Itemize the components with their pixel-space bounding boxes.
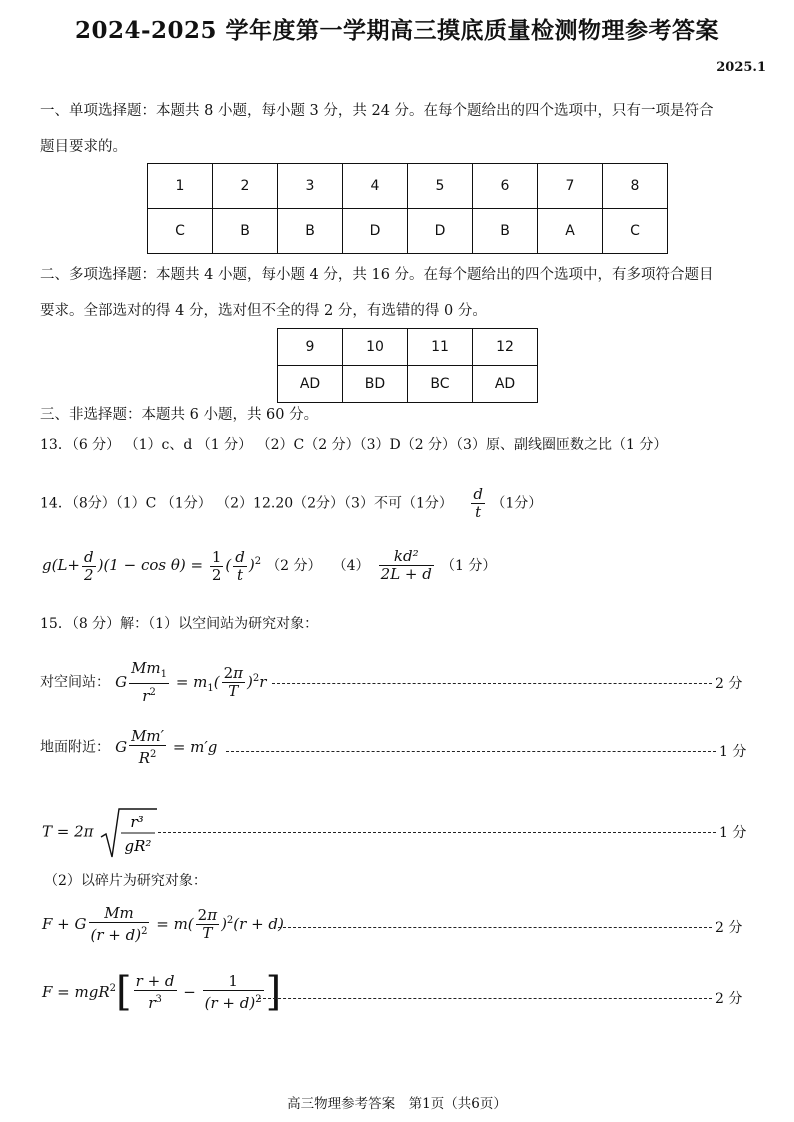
answer-table-cell: AD [278,366,343,403]
q15-score-force: 2 分 [715,991,743,1007]
q15-label-ground: 地面附近： [40,739,110,756]
page-title: 2024-2025 学年度第一学期高三摸底质量检测物理参考答案 [74,17,720,44]
q14-fraction-kd2 [379,548,434,583]
section2-line2: 要求。全部选对的得 4 分，选对但不全的得 2 分，有选错的得 0 分。 [40,303,487,319]
q14-score-b: （2 分） [266,558,322,574]
q15-force-equation: F = mgR$^2$[ $\frac{r + d}{r^3}$ − $\frac{1}{(r + d)^2}$ ] [42,969,282,1015]
date-label: 2025.1 [716,60,766,75]
dash-leader-4 [278,927,712,928]
svg-text:gR²: gR² [124,837,152,855]
dash-leader-5 [258,998,712,999]
answer-table-cell: BC [408,366,473,403]
q15-debris-equation: F + G $\frac{Mm}{(r + d)^2}$ = m( $\frac{2\pi}{T}$ )$^2$(r + d) [42,904,284,944]
answer-table-cell: BD [343,366,408,403]
q15-score-period: 1 分 [719,825,747,841]
section1-line2: 题目要求的。 [40,139,127,155]
q15-head: 15．（8 分）解：（1）以空间站为研究对象： [40,616,319,632]
dash-leader-3 [158,832,716,833]
answer-table-cell: C [603,209,668,254]
q14-energy-equation: g(L+ $\frac{d}{2}$ )(1 − cos θ) = $\frac{1}{2}$ ( $\frac{d}{t}$ )$^2$ [42,547,262,584]
multi-choice-answer-table [277,328,538,403]
answer-table-cell: 3 [278,164,343,209]
answer-table-cell: 12 [473,329,538,366]
q15-score-ground: 1 分 [719,744,747,760]
answer-table-cell: D [343,209,408,254]
q15-label-station: 对空间站： [40,674,110,691]
answer-table-cell: 8 [603,164,668,209]
dash-leader-2 [226,751,716,752]
answer-table-cell: 10 [343,329,408,366]
answer-table-cell: 1 [148,164,213,209]
answer-table-cell: 6 [473,164,538,209]
single-choice-answer-table [147,163,668,254]
q14-answer-line1 [40,486,542,521]
answer-table-cell: B [278,209,343,254]
q15-part2: （2）以碎片为研究对象： [44,873,207,889]
q14-frac2-num: kd² [379,548,434,566]
svg-text:r³: r³ [130,813,144,831]
answer-table-cell: B [473,209,538,254]
q14-frac-den: t [475,503,482,521]
section3-intro: 三、非选择题：本题共 6 小题，共 60 分。 [40,407,319,423]
q13-answer: 13．（6 分） （1）c、d （1 分） （2）C（2 分）（3）D（2 分）（3）原、副线圈匝数之比（1 分） [40,437,668,453]
section1-line1: 一、单项选择题：本题共 8 小题，每小题 3 分，共 24 分。在每个题给出的四个选项中，只有一项是符合 [40,103,714,119]
answer-table-cell: C [148,209,213,254]
q15-score-debris: 2 分 [715,920,743,936]
dash-leader-1 [272,683,712,684]
q14-score-a: （1分） [491,495,543,512]
q15-ground-equation: 地面附近： G $\frac{Mm'}{R^2}$ = m′g [40,727,218,767]
q15-station-equation: 对空间站： G $\frac{Mm_1}{r^2}$ = $m_1$( $\frac{2\pi}{T}$ )$^2$r [40,659,267,705]
q15-period-equation: T = 2π r³ gR² [42,805,157,859]
section1-intro [40,100,714,158]
answer-table-cell: D [408,209,473,254]
section2-line1: 二、多项选择题：本题共 4 小题，每小题 4 分，共 16 分。在每个题给出的四个选项中，有多项符合题目 [40,267,714,283]
q15-score-station: 2 分 [715,676,743,692]
answer-table-cell: 11 [408,329,473,366]
answer-table-cell: AD [473,366,538,403]
answer-table-cell: A [538,209,603,254]
q14-score-c: （1 分） [440,558,497,574]
q14-text: 14．（8分）（1）C （1分） （2）12.20（2分）（3）不可（1分） [40,495,453,512]
q14-frac-num: d [473,485,483,503]
q14-fraction-d-over-t [471,486,485,521]
answer-table-cell: 4 [343,164,408,209]
sqrt-sign [99,805,157,859]
q14-formula-line [42,548,496,584]
answer-table-cell: B [213,209,278,254]
q14-frac2-den: 2L + d [380,565,432,583]
answer-table-cell: 9 [278,329,343,366]
answer-table-cell: 2 [213,164,278,209]
answer-table-cell: 7 [538,164,603,209]
section2-intro [40,264,714,322]
page-footer: 高三物理参考答案 第1页（共6页） [287,1096,507,1112]
q14-part4-label: （4） [332,558,370,574]
answer-table-cell: 5 [408,164,473,209]
